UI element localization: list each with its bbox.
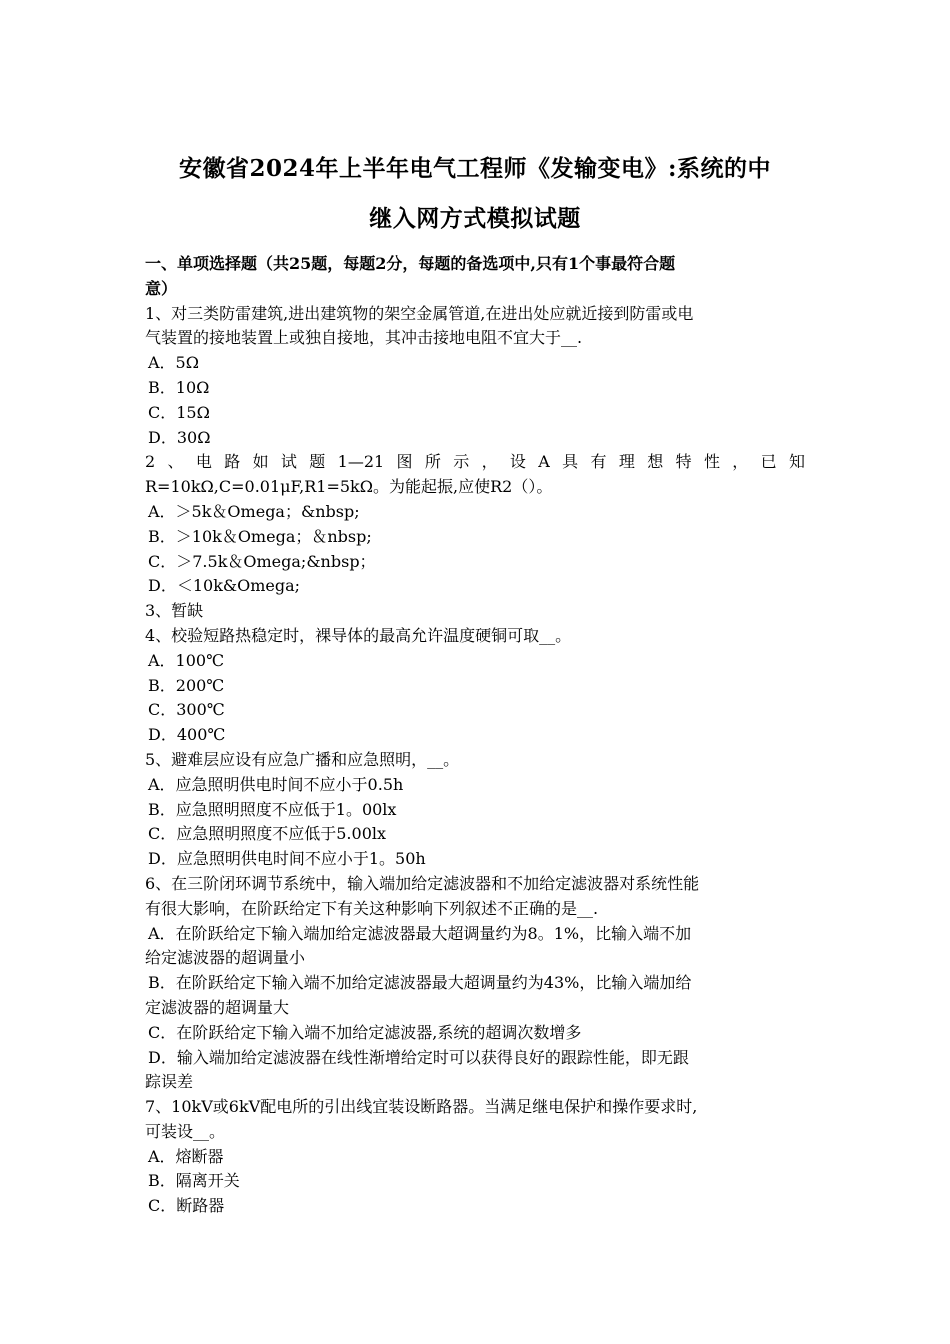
question-stem: 6、在三阶闭环调节系统中，输入端加给定滤波器和不加给定滤波器对系统性能 bbox=[145, 873, 700, 893]
question-4 bbox=[145, 624, 805, 748]
option-a: A．5Ω bbox=[148, 353, 200, 373]
option-d: D．400℃ bbox=[148, 725, 226, 745]
option-b: B．应急照明照度不应低于1。00lx bbox=[148, 799, 397, 819]
question-stem: 可装设__。 bbox=[145, 1121, 226, 1141]
option-b: B．隔离开关 bbox=[148, 1171, 240, 1191]
question-stem: 5、避难层应设有应急广播和应急照明，__。 bbox=[145, 749, 460, 769]
section-header-line-1: 一、单项选择题（共25题，每题2分，每题的备选项中,只有1个事最符合题 bbox=[145, 254, 676, 273]
question-1 bbox=[145, 302, 805, 451]
option-d: D．30Ω bbox=[148, 427, 211, 447]
option-a: A．在阶跃给定下输入端加给定滤波器最大超调量约为8。1%，比输入端不加 bbox=[148, 923, 692, 943]
question-stem: 有很大影响，在阶跃给定下有关这种影响下列叙述不正确的是__. bbox=[145, 898, 599, 918]
option-c: C．在阶跃给定下输入端不加给定滤波器,系统的超调次数增多 bbox=[148, 1022, 582, 1042]
option-b: B．200℃ bbox=[148, 675, 225, 695]
option-a: A．100℃ bbox=[148, 650, 224, 670]
question-stem: 气装置的接地装置上或独自接地，其冲击接地电阻不宜大于__. bbox=[145, 328, 583, 348]
option-a: A．＞5k＆Omega；&nbsp; bbox=[148, 501, 360, 521]
question-stem: 7、10kV或6kV配电所的引出线宜装设断路器。当满足继电保护和操作要求时, bbox=[145, 1097, 698, 1117]
section-header bbox=[145, 252, 805, 302]
option-d-continued: 踪误差 bbox=[145, 1072, 194, 1092]
question-stem: R=10kΩ,C=0.01μF,R1=5kΩ。为能起振,应使R2（）。 bbox=[145, 477, 553, 497]
document-title-line-1: 安徽省2024年上半年电气工程师《发输变电》:系统的中 bbox=[178, 155, 771, 182]
question-stem: 1、对三类防雷建筑,进出建筑物的架空金属管道,在进出处应就近接到防雷或电 bbox=[145, 303, 694, 323]
option-d: D．应急照明供电时间不应小于1。50h bbox=[148, 849, 426, 869]
question-7 bbox=[145, 1095, 805, 1219]
question-stem: 2、电路如试题1—21图所示，设A具有理想特性，已知 bbox=[145, 452, 805, 472]
option-b: B．＞10k＆Omega；＆nbsp; bbox=[148, 526, 372, 546]
option-a: A．熔断器 bbox=[148, 1146, 224, 1166]
document-page bbox=[145, 0, 805, 1219]
option-b-continued: 定滤波器的超调量大 bbox=[145, 997, 290, 1017]
option-c: C．应急照明照度不应低于5.00lx bbox=[148, 824, 387, 844]
option-a-continued: 给定滤波器的超调量小 bbox=[145, 948, 306, 968]
question-6 bbox=[145, 872, 805, 1095]
question-5 bbox=[145, 748, 805, 872]
option-d: D．＜10k&Omega; bbox=[148, 576, 301, 596]
option-b: B．10Ω bbox=[148, 377, 210, 397]
option-c: C．＞7.5k＆Omega;&nbsp； bbox=[148, 551, 376, 571]
option-c: C．断路器 bbox=[148, 1196, 225, 1216]
question-stem: 3、暂缺 bbox=[145, 601, 204, 621]
question-2 bbox=[145, 450, 805, 599]
option-b: B．在阶跃给定下输入端不加给定滤波器最大超调量约为43%，比输入端加给 bbox=[148, 973, 692, 993]
section-header-line-2: 意） bbox=[145, 278, 178, 298]
option-a: A．应急照明供电时间不应小于0.5h bbox=[148, 774, 404, 794]
document-title-line-2: 继入网方式模拟试题 bbox=[369, 205, 581, 232]
option-c: C．15Ω bbox=[148, 402, 210, 422]
option-d: D．输入端加给定滤波器在线性渐增给定时可以获得良好的跟踪性能，即无跟 bbox=[148, 1047, 689, 1067]
option-c: C．300℃ bbox=[148, 700, 225, 720]
question-3 bbox=[145, 599, 805, 624]
question-stem: 4、校验短路热稳定时，裸导体的最高允许温度硬铜可取__。 bbox=[145, 625, 572, 645]
